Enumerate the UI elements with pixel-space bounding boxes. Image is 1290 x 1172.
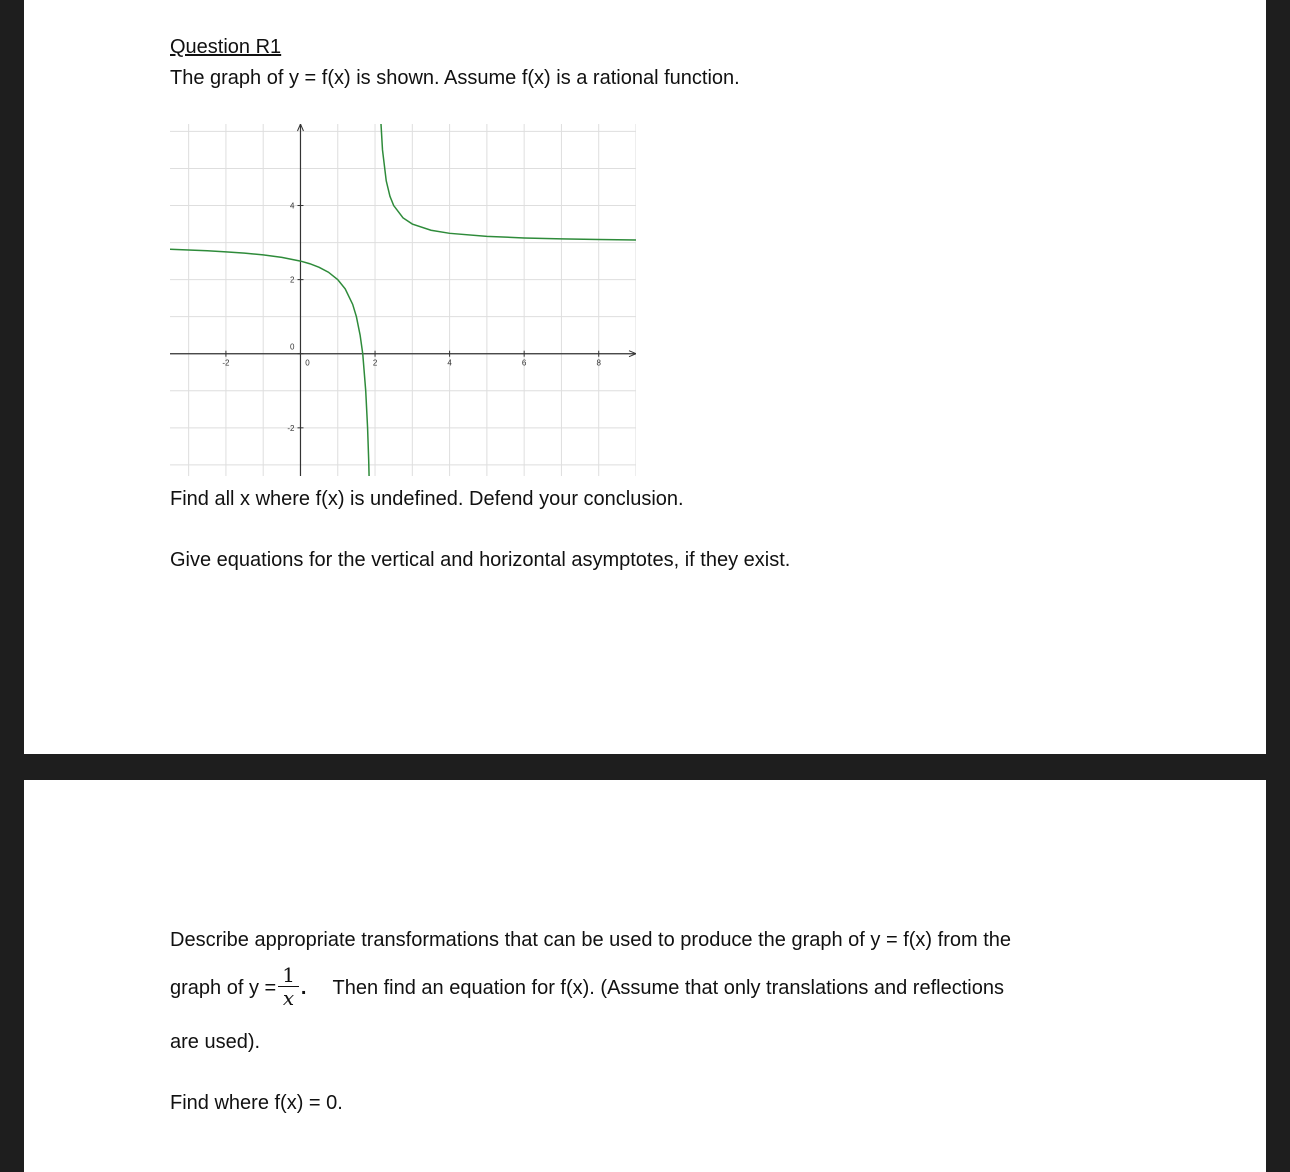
x-tick-label: 4 [447,358,452,368]
fraction-denominator: x [282,985,295,1010]
function-graph [170,124,636,476]
y-tick-label: -2 [287,423,295,433]
transformations-line-2-suffix: Then find an equation for f(x). (Assume that only translations and reflections [332,977,1004,999]
x-tick-label: 2 [372,358,378,368]
prompt-asymptotes: Give equations for the vertical and horizontal asymptotes, if they exist. [170,549,791,571]
x-tick-label: 8 [596,358,601,368]
transformations-line-2 [170,962,1004,1010]
one-over-x-fraction [278,964,299,1009]
y-tick-label: 4 [290,201,295,211]
graph-of-prefix: graph of y = [170,977,277,999]
fraction-numerator: 1 [278,964,299,987]
curve-left-branch [170,249,369,476]
transformations-line-1: Describe appropriate transformations that can be used to produce the graph of y = f(x) from the [170,929,1012,951]
x-tick-label: -2 [222,358,230,368]
prompt-undefined: Find all x where f(x) is undefined. Defend your conclusion. [170,488,684,510]
prompt-zero: Find where f(x) = 0. [170,1092,343,1114]
page-1 [24,0,1266,754]
page-2 [24,780,1266,1172]
curve-right-branch [381,124,636,240]
question-title: Question R1 [170,36,282,58]
y-tick-label: 0 [290,342,295,352]
transformations-line-3: are used). [170,1031,261,1053]
x-tick-label: 6 [521,358,527,368]
x-tick-label: 0 [305,358,310,368]
fraction-period: . [300,977,307,999]
graph-svg [170,124,636,476]
y-tick-label: 2 [290,275,295,285]
question-intro: The graph of y = f(x) is shown. Assume f(x) is a rational function. [170,67,740,89]
